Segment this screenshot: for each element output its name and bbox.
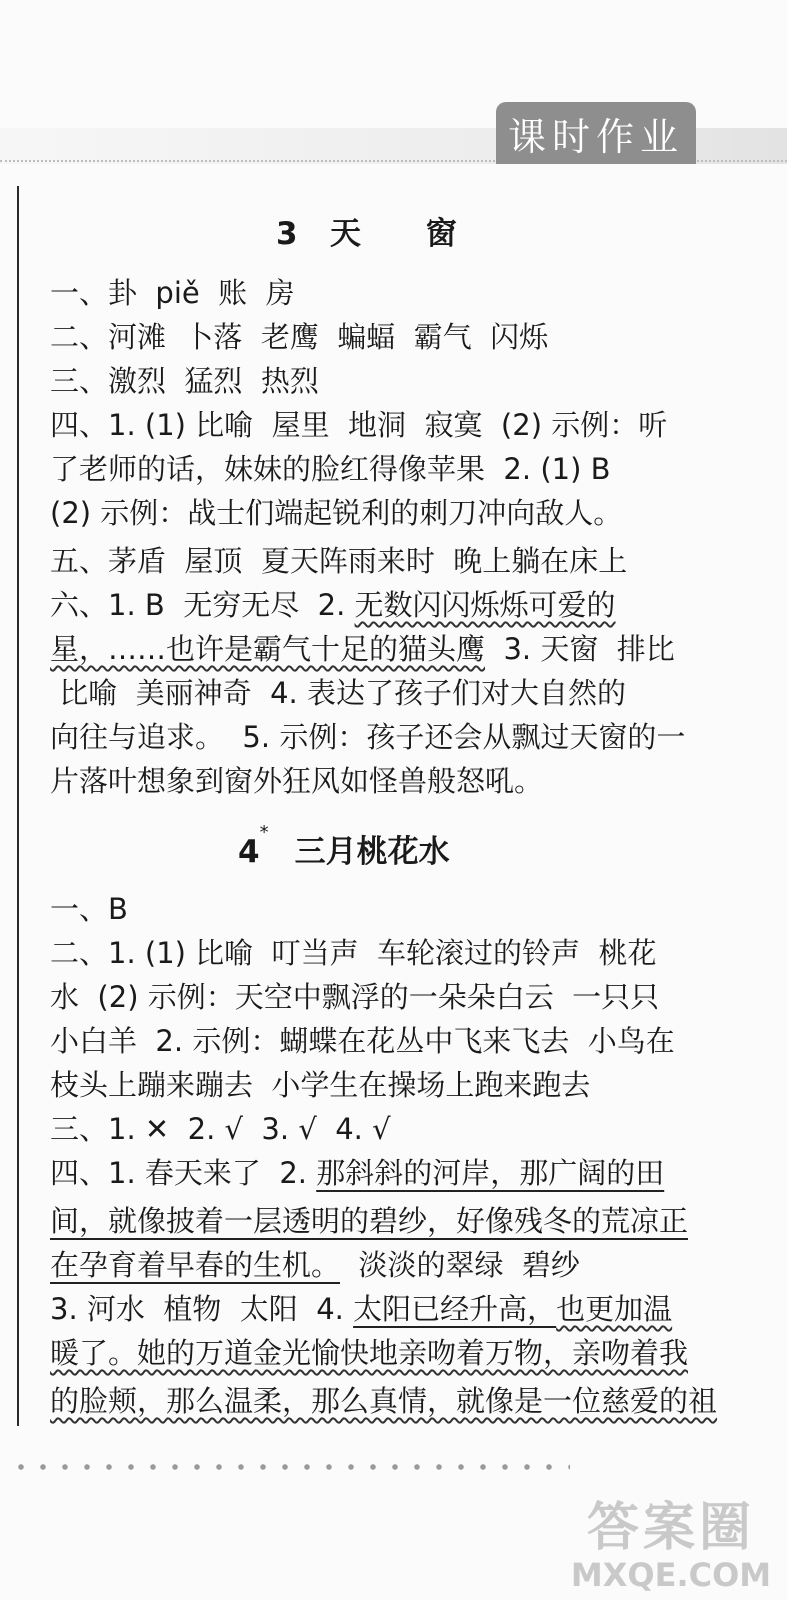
- underline-text: 间，就像披着一层透明的碧纱，好像残冬的荒凉正: [50, 1204, 689, 1238]
- answer-line: 片落叶想象到窗外狂风如怪兽般怒吼。: [50, 764, 544, 798]
- answer-line: [50, 1204, 688, 1238]
- section-tab: 课时作业: [496, 102, 696, 164]
- wavy-underline-text: 的脸颊，那么温柔，那么真情，就像是一位慈爱的祖: [50, 1384, 718, 1418]
- answer-line: 星，……也许是霸气十足的猫头鹰 3. 天窗 排比: [50, 632, 675, 666]
- watermark-logo: 答案圈 MXQE.COM: [570, 1498, 772, 1594]
- wavy-underline-text: 星，……也许是霸气十足的猫头鹰: [50, 632, 486, 666]
- answer-line: 枝头上蹦来蹦去 小学生在操场上跑来跑去: [50, 1068, 591, 1102]
- answer-line: 向往与追求。 5. 示例：孩子还会从飘过天窗的一: [50, 720, 686, 754]
- lesson4-title: 4*三月桃花水: [238, 822, 450, 870]
- answer-line: 二、1. (1) 比喻 叮当声 车轮滚过的铃声 桃花: [50, 936, 657, 970]
- answer-line: 一、卦 piě 账 房: [50, 276, 295, 310]
- lesson3-title: 3 天 窗: [276, 216, 457, 252]
- answer-line: 了老师的话，妹妹的脸红得像苹果 2. (1) B: [50, 452, 611, 486]
- answer-line: 三、激烈 猛烈 热烈: [50, 364, 319, 398]
- answer-line: 六、1. B 无穷无尽 2. 无数闪闪烁烁可爱的: [50, 588, 616, 622]
- underline-text: 在孕育着早春的生机。: [50, 1248, 341, 1282]
- answer-line: 二、河滩 卜落 老鹰 蝙蝠 霸气 闪烁: [50, 320, 549, 354]
- answer-line: 五、茅盾 屋顶 夏天阵雨来时 晚上躺在床上: [50, 544, 628, 578]
- wavy-underline-text: 也更加温: [556, 1292, 673, 1326]
- answer-line: 一、B: [50, 892, 128, 926]
- answer-line: 三、1. ✕ 2. √ 3. √ 4. √: [50, 1112, 391, 1146]
- answer-line: [50, 1384, 717, 1418]
- answer-line: 比喻 美丽神奇 4. 表达了孩子们对大自然的: [50, 676, 626, 710]
- wavy-underline-text: 无数闪闪烁烁可爱的: [354, 588, 616, 622]
- wavy-underline-text: 暖了。她的万道金光愉快地亲吻着万物，亲吻着我: [50, 1336, 689, 1370]
- answer-line: 在孕育着早春的生机。 淡淡的翠绿 碧纱: [50, 1248, 580, 1282]
- answer-line: [50, 1336, 688, 1370]
- answer-line: 小白羊 2. 示例：蝴蝶在花丛中飞来飞去 小鸟在: [50, 1024, 675, 1058]
- answer-line: 四、1. 春天来了 2. 那斜斜的河岸，那广阔的田: [50, 1156, 665, 1190]
- answer-line: 四、1. (1) 比喻 屋里 地洞 寂寞 (2) 示例：听: [50, 408, 668, 442]
- underline-text: 那斜斜的河岸，那广阔的田: [316, 1156, 665, 1190]
- answer-line: (2) 示例：战士们端起锐利的刺刀冲向敌人。: [50, 496, 623, 530]
- answer-line: 水 (2) 示例：天空中飘浮的一朵朵白云 一只只: [50, 980, 660, 1014]
- margin-rule: [17, 186, 19, 1426]
- underline-text: 太阳已经升高，: [353, 1292, 557, 1326]
- footer-dots: [10, 1462, 570, 1472]
- answer-line: 3. 河水 植物 太阳 4. 太阳已经升高，也更加温: [50, 1292, 673, 1326]
